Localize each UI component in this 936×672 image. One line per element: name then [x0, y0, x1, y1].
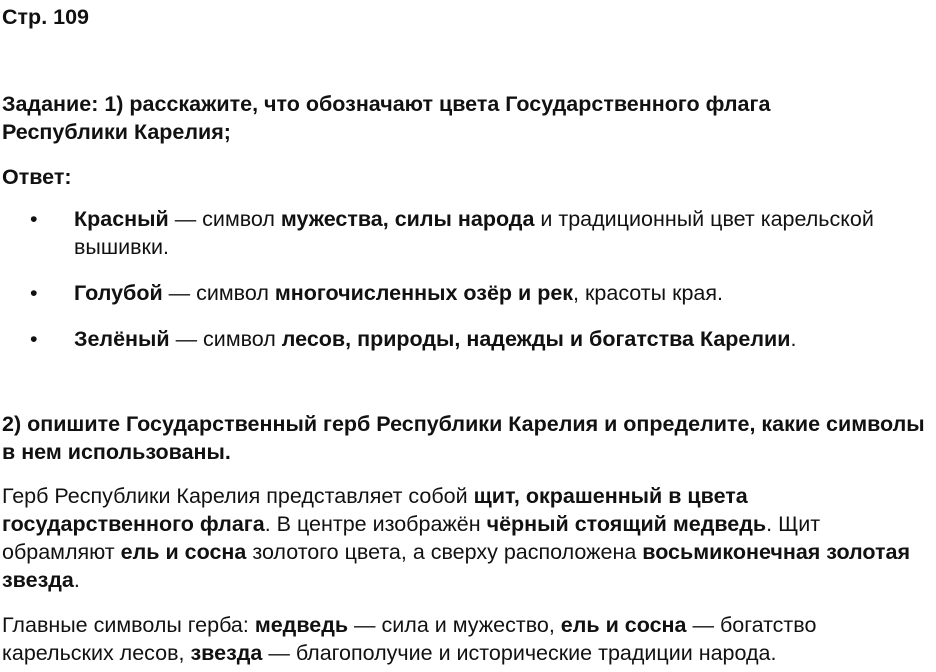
color-rest: . [790, 327, 797, 351]
color-dash: — символ [169, 327, 282, 351]
color-name: Зелёный [74, 327, 170, 351]
text-run: — богатство карельских лесов, [2, 613, 817, 665]
color-dash: — символ [162, 281, 275, 305]
bold-run: щит, окрашенный в цвета государственного флага [2, 484, 748, 536]
color-dash: — символ [168, 207, 281, 231]
color-meaning: мужества, силы народа [280, 207, 535, 231]
color-rest: , красоты края. [573, 281, 724, 305]
list-item-green [2, 325, 912, 353]
color-name: Голубой [74, 281, 163, 305]
task-1-heading: Задание: 1) расскажите, что обозначают цвета Государственного флага Республики Карелия; [2, 92, 771, 144]
bullet-icon: • [30, 281, 38, 305]
coat-of-arms-description [2, 482, 934, 594]
list-item-red [2, 205, 912, 261]
list-item-blue [2, 279, 912, 307]
color-meaning: многочисленных озёр и рек [274, 281, 574, 305]
bold-run: чёрный стоящий медведь [486, 512, 767, 536]
answer-label: Ответ: [2, 165, 72, 189]
text-run: — сила и мужество, [348, 613, 561, 637]
flag-colors-list [2, 205, 912, 371]
bold-run: звезда [190, 641, 263, 665]
main-symbols-paragraph [2, 611, 934, 667]
text-run: золотого цвета, а сверху расположена [246, 540, 643, 564]
color-name: Красный [74, 207, 169, 231]
text-run: — благополучие и исторические традиции народа. [262, 641, 777, 665]
text-run: Герб Республики Карелия представляет собой [2, 484, 474, 508]
color-meaning: лесов, природы, надежды и богатства Карелии [281, 327, 791, 351]
bold-run: медведь [254, 613, 349, 637]
task-2-heading: 2) опишите Государственный герб Республики Карелия и определите, какие символы в нем использованы. [2, 412, 925, 464]
text-run: . В центре изображён [264, 512, 487, 536]
color-rest: и традиционный цвет карельской вышивки. [74, 207, 874, 259]
bold-run: ель и сосна [120, 540, 247, 564]
page-number: Стр. 109 [2, 5, 90, 29]
bold-run: восьмиконечная золотая звезда [2, 540, 911, 592]
bullet-icon: • [30, 207, 38, 231]
bullet-icon: • [30, 327, 38, 351]
text-run: Главные символы герба: [2, 613, 255, 637]
text-run: . [73, 568, 80, 592]
bold-run: ель и сосна [560, 613, 687, 637]
text-run: . Щит обрамляют [2, 512, 821, 564]
